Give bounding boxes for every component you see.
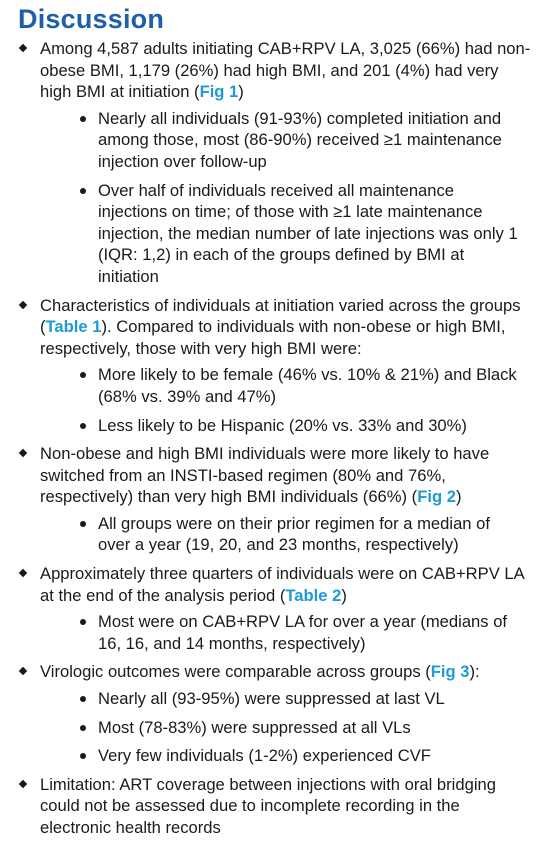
bullet-item	[0, 661, 547, 766]
dot-bullet-icon	[80, 372, 86, 378]
sub-bullet-item	[40, 688, 533, 710]
dot-bullet-icon	[80, 423, 86, 429]
bullet-item	[0, 443, 547, 556]
bullet-text-post: ):	[469, 662, 480, 682]
diamond-bullet-icon	[19, 569, 27, 577]
sub-bullet-item	[40, 513, 533, 556]
sub-bullet-text: Nearly all (93-95%) were suppressed at last VL	[98, 689, 445, 709]
sub-bullet-item	[40, 364, 533, 407]
sub-bullet-item	[40, 611, 533, 654]
bullet-text: Limitation: ART coverage between injections with oral bridging could not be assessed due to incomplete recording in the electronic health records	[40, 774, 496, 837]
bullet-text	[40, 38, 533, 103]
bullet-text-pre: Among 4,587 adults initiating CAB+RPV LA, 3,025 (66%) had non-obese BMI, 1,179 (26%) had high BMI, and 201 (4%) had very high BMI at initiation (	[40, 39, 531, 102]
bullet-text	[40, 295, 533, 360]
bullet-item	[0, 774, 547, 839]
sub-bullet-list	[40, 364, 533, 436]
diamond-bullet-icon	[19, 780, 27, 788]
sub-bullet-text: Most were on CAB+RPV LA for over a year (medians of 16, 16, and 14 months, respectively)	[98, 612, 508, 653]
sub-bullet-text: All groups were on their prior regimen for a median of over a year (19, 20, and 23 months, respectively)	[98, 513, 490, 555]
bullet-text	[40, 661, 533, 683]
sub-bullet-text: Less likely to be Hispanic (20% vs. 33% and 30%)	[98, 415, 467, 435]
bullet-text	[40, 443, 533, 508]
bullet-item	[0, 38, 547, 288]
dot-bullet-icon	[80, 753, 86, 759]
bullet-text-pre: Virologic outcomes were comparable across groups (	[40, 662, 431, 682]
sub-bullet-item	[40, 717, 533, 739]
dot-bullet-icon	[80, 116, 86, 122]
section-title: Discussion	[18, 4, 165, 34]
bullet-text-pre: Non-obese and high BMI individuals were more likely to have switched from an INSTI-based regimen (80% and 76%, respectively) than very high BMI individuals (66%) (	[40, 444, 490, 507]
dot-bullet-icon	[80, 188, 86, 194]
bullet-text-post: )	[455, 487, 462, 507]
diamond-bullet-icon	[19, 300, 27, 308]
sub-bullet-item	[40, 108, 533, 173]
figure-reference-link[interactable]: Fig 2	[417, 487, 456, 507]
diamond-bullet-icon	[19, 667, 27, 675]
sub-bullet-text: Over half of individuals received all maintenance injections on time; of those with ≥1 late maintenance injection, the median number of late injections was only 1 (IQR: 1,2) in each of the groups defined by BMI at initiation	[98, 180, 518, 286]
table-reference-link[interactable]: Table 1	[45, 317, 102, 337]
sub-bullet-item	[40, 415, 533, 437]
sub-bullet-item	[40, 745, 533, 767]
bullet-text-post: )	[341, 585, 347, 605]
sub-bullet-text: Most (78-83%) were suppressed at all VLs	[98, 717, 411, 737]
dot-bullet-icon	[80, 696, 86, 702]
sub-bullet-text: Nearly all individuals (91-93%) completed initiation and among those, most (86-90%) received ≥1 maintenance injection over follow-up	[98, 108, 502, 171]
sub-bullet-text: Very few individuals (1-2%) experienced CVF	[98, 746, 431, 766]
bullet-text-pre: Approximately three quarters of individuals were on CAB+RPV LA at the end of the analysis period (	[40, 564, 524, 605]
table-reference-link[interactable]: Table 2	[285, 585, 342, 605]
bullet-item	[0, 295, 547, 437]
bullet-text-pre: Characteristics of individuals at initiation varied across the groups (	[40, 295, 521, 337]
figure-reference-link[interactable]: Fig 3	[430, 662, 470, 682]
dot-bullet-icon	[80, 619, 86, 625]
sub-bullet-list	[40, 611, 533, 654]
bullet-text-post: ). Compared to individuals with non-obese or high BMI, respectively, those with very high BMI were:	[40, 317, 506, 358]
diamond-bullet-icon	[19, 449, 27, 457]
bullet-item	[0, 563, 547, 654]
sub-bullet-text: More likely to be female (46% vs. 10% & 21%) and Black (68% vs. 39% and 47%)	[98, 365, 517, 406]
sub-bullet-list	[40, 108, 533, 288]
sub-bullet-list	[40, 513, 533, 556]
figure-reference-link[interactable]: Fig 1	[199, 82, 239, 102]
bullet-text-post: )	[238, 82, 244, 102]
dot-bullet-icon	[80, 725, 86, 731]
bullet-text	[40, 563, 533, 606]
diamond-bullet-icon	[19, 44, 27, 52]
dot-bullet-icon	[80, 521, 86, 527]
bullet-list	[0, 38, 547, 845]
sub-bullet-item	[40, 180, 533, 288]
sub-bullet-list	[40, 688, 533, 767]
